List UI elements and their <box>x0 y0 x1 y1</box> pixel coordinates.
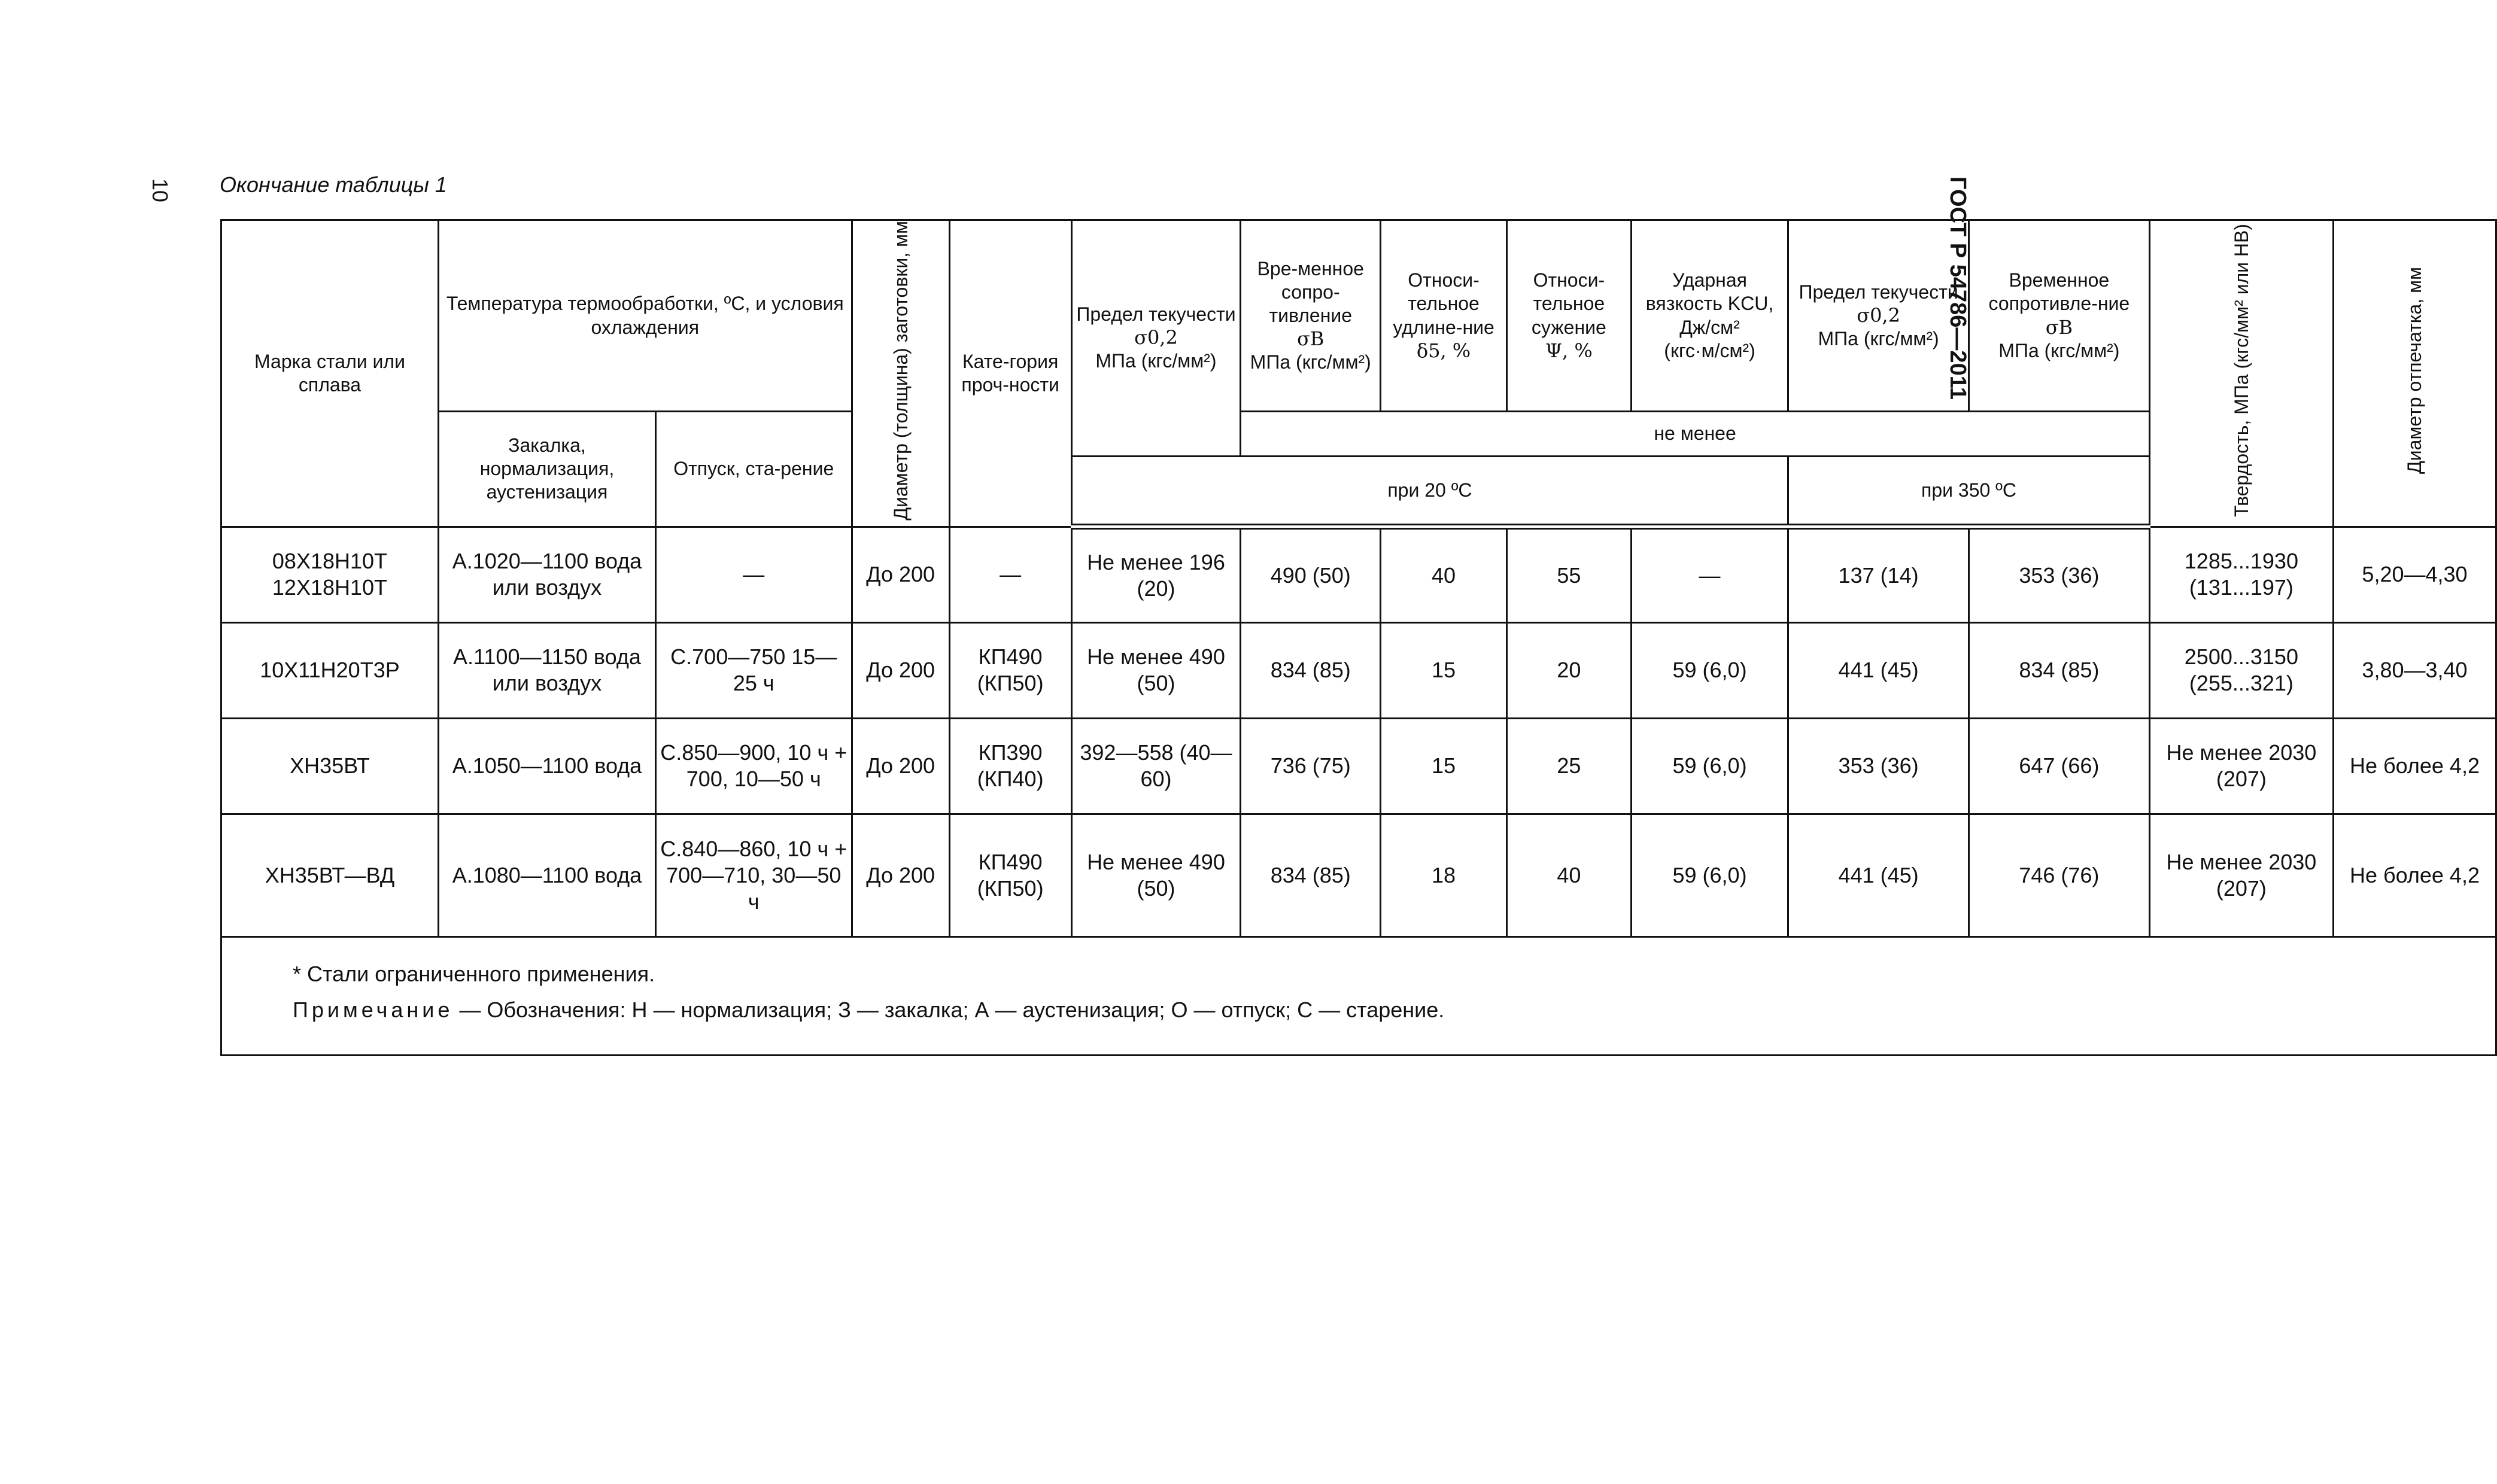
table-cell: Не менее 490 (50) <box>1071 622 1241 718</box>
header-not-less: не менее <box>1241 412 2149 457</box>
table-cell: 834 (85) <box>1241 622 1381 718</box>
header-diameter: Диаметр (толщина) заготовки, мм <box>852 220 949 527</box>
header-tensile-350: Временное сопротивле-ние σВ МПа (кгс/мм²) <box>1969 220 2149 412</box>
table-cell: Не менее 490 (50) <box>1071 814 1241 936</box>
table-cell: 10Х11Н20Т3Р <box>221 622 439 718</box>
properties-table <box>220 219 2497 1056</box>
table-cell: — <box>1631 527 1788 622</box>
table-cell: 441 (45) <box>1788 814 1969 936</box>
table-cell: 5,20—4,30 <box>2333 527 2496 622</box>
table-cell: А.1080—1100 вода <box>438 814 655 936</box>
table-cell: 736 (75) <box>1241 718 1381 814</box>
table-cell: 353 (36) <box>1788 718 1969 814</box>
table-cell: Не более 4,2 <box>2333 814 2496 936</box>
table-cell: 55 <box>1506 527 1631 622</box>
table-cell: КП490 (КП50) <box>949 814 1071 936</box>
table-cell: 40 <box>1381 527 1507 622</box>
table-cell: 59 (6,0) <box>1631 622 1788 718</box>
table-row <box>221 622 2496 718</box>
table-cell: 3,80—3,40 <box>2333 622 2496 718</box>
table-cell: С.850—900, 10 ч + 700, 10—50 ч <box>655 718 852 814</box>
table-cell: С.700—750 15—25 ч <box>655 622 852 718</box>
table-cell: 59 (6,0) <box>1631 718 1788 814</box>
table-cell: 08Х18Н10Т 12Х18Н10Т <box>221 527 439 622</box>
page-number: 10 <box>148 178 172 203</box>
table-cell: 20 <box>1506 622 1631 718</box>
table-cell: Не менее 2030 (207) <box>2149 814 2333 936</box>
header-grade: Марка стали или сплава <box>221 220 439 527</box>
table-cell: С.840—860, 10 ч + 700—710, 30—50 ч <box>655 814 852 936</box>
header-quench: Закалка, нормализация, аустенизация <box>438 412 655 527</box>
header-hardness: Твердость, МПа (кгс/мм² или НВ) <box>2149 220 2333 527</box>
table-notes <box>221 936 2496 1056</box>
table-cell: 15 <box>1381 622 1507 718</box>
header-tensile-20: Вре-менное сопро-тивление σВ МПа (кгс/мм²) <box>1241 220 1381 412</box>
table-cell: 353 (36) <box>1969 527 2149 622</box>
header-temper: Отпуск, ста-рение <box>655 412 852 527</box>
header-yield-20: Предел текучести σ0,2 МПа (кгс/мм²) <box>1071 220 1241 457</box>
table-cell: — <box>655 527 852 622</box>
table-cell: ХН35ВТ—ВД <box>221 814 439 936</box>
header-category: Кате-гория проч-ности <box>949 220 1071 527</box>
table-row <box>221 527 2496 622</box>
table-row <box>221 718 2496 814</box>
table-cell: Не менее 196 (20) <box>1071 527 1241 622</box>
table-cell: 441 (45) <box>1788 622 1969 718</box>
table-cell: До 200 <box>852 718 949 814</box>
table-cell: ХН35ВТ <box>221 718 439 814</box>
table-cell: А.1020—1100 вода или воздух <box>438 527 655 622</box>
table-cell: 490 (50) <box>1241 527 1381 622</box>
table-cell: 392—558 (40—60) <box>1071 718 1241 814</box>
table-cell: КП390 (КП40) <box>949 718 1071 814</box>
table-cell: 18 <box>1381 814 1507 936</box>
table-cell: А.1050—1100 вода <box>438 718 655 814</box>
table-cell: Не менее 2030 (207) <box>2149 718 2333 814</box>
footnote: * Стали ограниченного применения. <box>293 961 655 986</box>
table-body <box>221 527 2496 936</box>
header-at-20: при 20 ºС <box>1071 456 1788 527</box>
header-elongation: Относи-тельное удлине-ние δ5, % <box>1381 220 1507 412</box>
table-caption: Окончание таблицы 1 <box>220 172 447 197</box>
table-cell: КП490 (КП50) <box>949 622 1071 718</box>
table-cell: 137 (14) <box>1788 527 1969 622</box>
table-cell: 25 <box>1506 718 1631 814</box>
table-cell: До 200 <box>852 814 949 936</box>
header-narrowing: Относи-тельное сужение Ψ, % <box>1506 220 1631 412</box>
header-print-diameter: Диаметр отпечатка, мм <box>2333 220 2496 527</box>
document-code: ГОСТ Р 54786—2011 <box>1945 177 1970 400</box>
table-row <box>221 814 2496 936</box>
table-cell: А.1100—1150 вода или воздух <box>438 622 655 718</box>
table-cell: 59 (6,0) <box>1631 814 1788 936</box>
header-yield-350: Предел текучести σ0,2 МПа (кгс/мм²) <box>1788 220 1969 412</box>
table-cell: — <box>949 527 1071 622</box>
table-cell: 834 (85) <box>1241 814 1381 936</box>
table-cell: До 200 <box>852 527 949 622</box>
table-cell: 15 <box>1381 718 1507 814</box>
table-cell: До 200 <box>852 622 949 718</box>
table-cell: 647 (66) <box>1969 718 2149 814</box>
table-cell: 746 (76) <box>1969 814 2149 936</box>
table-cell: Не более 4,2 <box>2333 718 2496 814</box>
table-cell: 1285...1930 (131...197) <box>2149 527 2333 622</box>
header-heat-treatment: Температура термообработки, ºС, и условия охлаждения <box>438 220 852 412</box>
table-cell: 2500...3150 (255...321) <box>2149 622 2333 718</box>
header-impact: Ударная вязкость KCU, Дж/см² (кгс·м/см²) <box>1631 220 1788 412</box>
note: Примечание — Обозначения: Н — нормализация; З — закалка; А — аустенизация; О — отпуск; С — старение. <box>293 998 1445 1023</box>
table-cell: 834 (85) <box>1969 622 2149 718</box>
table-cell: 40 <box>1506 814 1631 936</box>
header-at-350: при 350 ºС <box>1788 456 2150 527</box>
